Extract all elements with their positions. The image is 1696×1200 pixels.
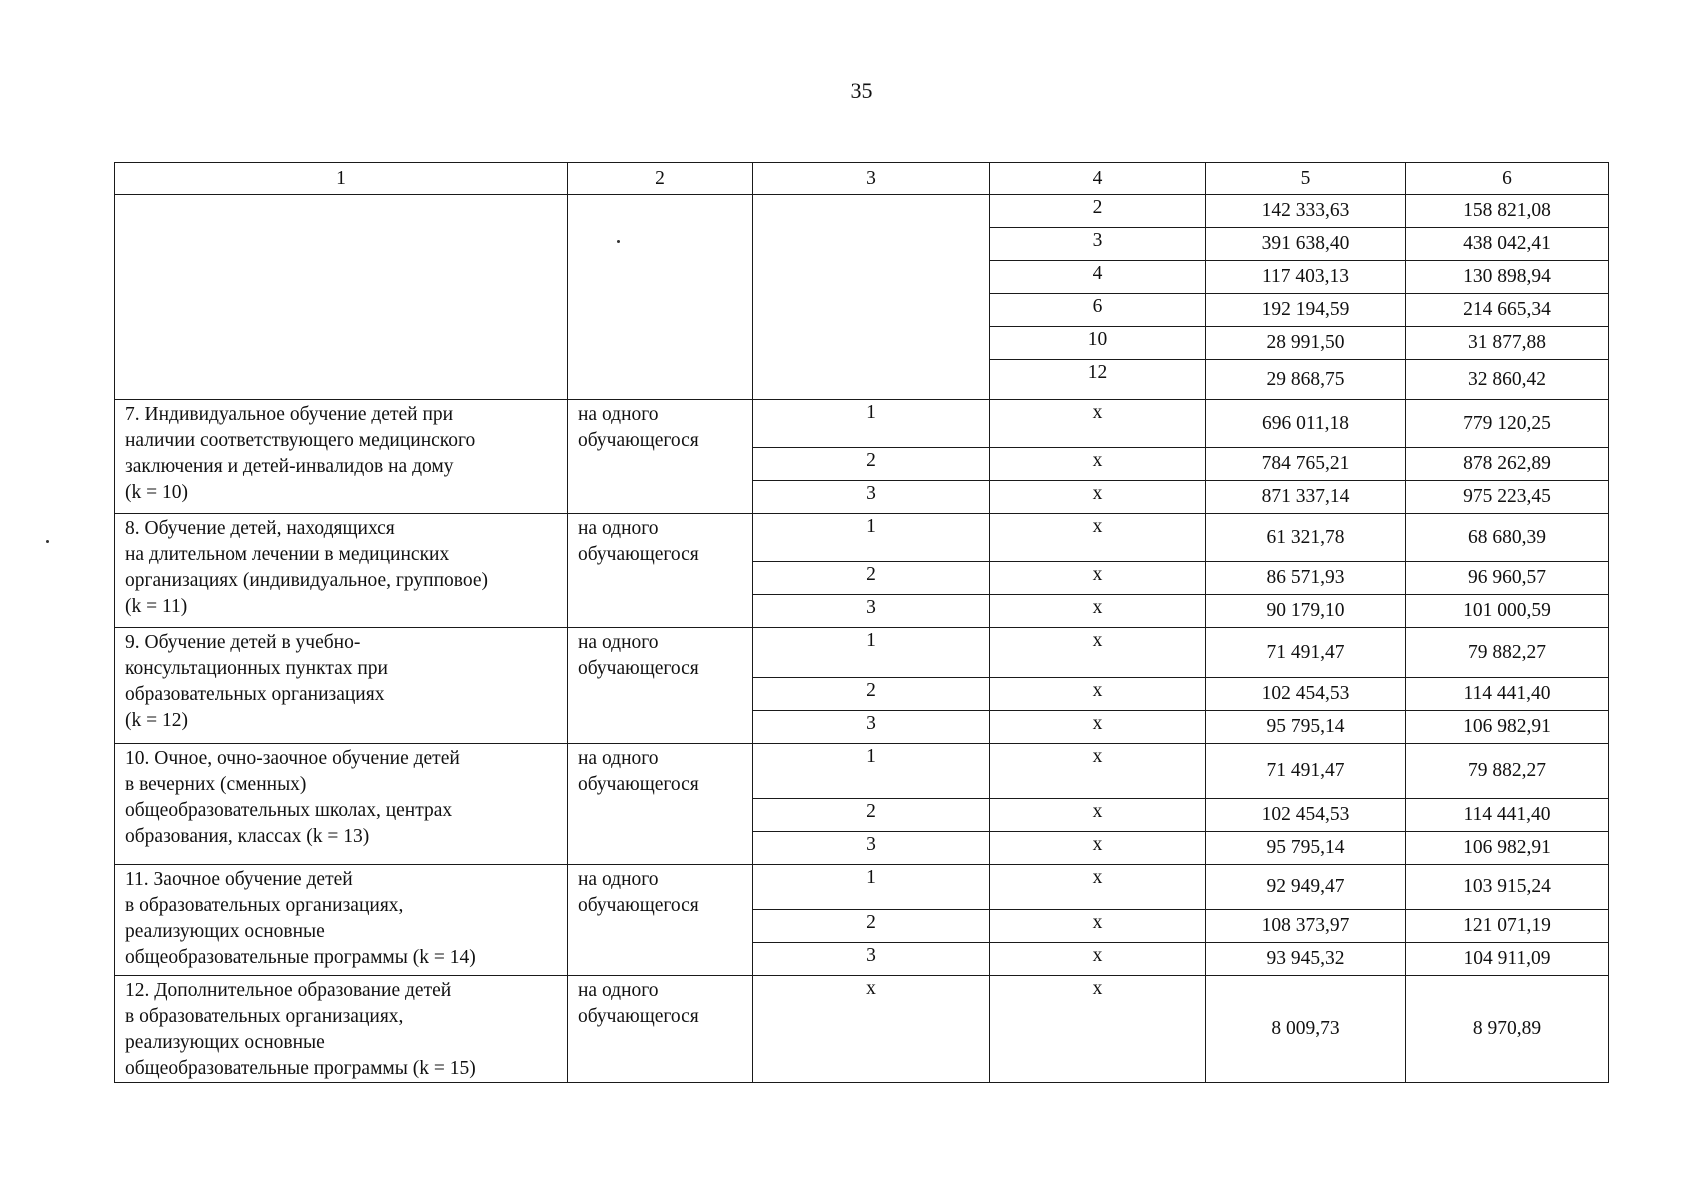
table-row	[115, 976, 1609, 1083]
cost-value-cell: 8 970,89	[1406, 976, 1609, 1083]
description-cell	[115, 976, 568, 1083]
description-line: в вечерних (сменных)	[125, 774, 307, 795]
group-number-cell: х	[990, 678, 1206, 711]
level-cell: 3	[753, 943, 990, 976]
unit-cell	[568, 195, 753, 400]
group-number-cell: 6	[990, 294, 1206, 327]
page-number: 35	[850, 78, 873, 103]
group-number-cell: х	[990, 976, 1206, 1083]
cost-value-cell: 101 000,59	[1406, 595, 1609, 628]
cost-value-cell: 32 860,42	[1406, 360, 1609, 400]
group-number-cell: х	[990, 562, 1206, 595]
description-line: 10. Очное, очно-заочное обучение детей	[125, 748, 460, 769]
cost-value-cell: 102 454,53	[1206, 799, 1406, 832]
unit-line: обучающегося	[578, 544, 699, 565]
level-cell: 2	[753, 678, 990, 711]
group-number-cell: х	[990, 832, 1206, 865]
level-cell: 1	[753, 514, 990, 562]
level-cell: 1	[753, 628, 990, 678]
level-cell: 3	[753, 481, 990, 514]
group-number-cell: х	[990, 799, 1206, 832]
cost-value-cell: 114 441,40	[1406, 799, 1609, 832]
unit-line: обучающегося	[578, 774, 699, 795]
cost-value-cell: 8 009,73	[1206, 976, 1406, 1083]
description-line: образовательных организациях	[125, 684, 385, 705]
level-cell: 3	[753, 832, 990, 865]
description-line: реализующих основные	[125, 1032, 325, 1053]
unit-line: обучающегося	[578, 895, 699, 916]
description-line: на длительном лечении в медицинских	[125, 544, 450, 565]
level-cell: 2	[753, 799, 990, 832]
unit-line: на одного	[578, 869, 659, 890]
level-cell: 1	[753, 744, 990, 799]
description-line: 9. Обучение детей в учебно-	[125, 632, 361, 653]
description-line: в образовательных организациях,	[125, 895, 404, 916]
cost-value-cell: 71 491,47	[1206, 628, 1406, 678]
cost-value-cell: 102 454,53	[1206, 678, 1406, 711]
cost-value-cell: 108 373,97	[1206, 910, 1406, 943]
group-number-cell: х	[990, 910, 1206, 943]
cost-value-cell: 438 042,41	[1406, 228, 1609, 261]
table-row	[115, 514, 1609, 562]
group-number-cell: 10	[990, 327, 1206, 360]
description-line: (k = 12)	[125, 710, 188, 731]
group-number-cell: х	[990, 514, 1206, 562]
description-line: общеобразовательных школах, центрах	[125, 800, 453, 821]
unit-line: на одного	[578, 518, 659, 539]
table-row	[115, 865, 1609, 910]
level-cell: х	[753, 976, 990, 1083]
unit-line: на одного	[578, 980, 659, 1001]
unit-line: обучающегося	[578, 1006, 699, 1027]
cost-value-cell: 117 403,13	[1206, 261, 1406, 294]
unit-line: на одного	[578, 632, 659, 653]
cost-value-cell: 192 194,59	[1206, 294, 1406, 327]
level-cell: 2	[753, 910, 990, 943]
cost-value-cell: 214 665,34	[1406, 294, 1609, 327]
group-number-cell: х	[990, 865, 1206, 910]
cost-value-cell: 29 868,75	[1206, 360, 1406, 400]
group-number-cell: х	[990, 400, 1206, 448]
cost-value-cell: 79 882,27	[1406, 744, 1609, 799]
group-number-cell: 12	[990, 360, 1206, 400]
tariff-table	[114, 162, 1609, 1083]
table-body	[115, 163, 1609, 1083]
description-line: общеобразовательные программы (k = 15)	[125, 1058, 476, 1079]
cost-value-cell: 784 765,21	[1206, 448, 1406, 481]
cost-value-cell: 28 991,50	[1206, 327, 1406, 360]
cost-value-cell: 79 882,27	[1406, 628, 1609, 678]
cost-value-cell: 106 982,91	[1406, 711, 1609, 744]
description-line: консультационных пунктах при	[125, 658, 388, 679]
cost-value-cell: 142 333,63	[1206, 195, 1406, 228]
unit-line: обучающегося	[578, 430, 699, 451]
cost-value-cell: 114 441,40	[1406, 678, 1609, 711]
cost-value-cell: 121 071,19	[1406, 910, 1609, 943]
unit-cell	[568, 865, 753, 976]
description-line: 7. Индивидуальное обучение детей при	[125, 404, 454, 425]
header-cell: 6	[1406, 163, 1609, 195]
header-cell: 3	[753, 163, 990, 195]
table-row	[115, 195, 1609, 228]
group-number-cell: х	[990, 628, 1206, 678]
cost-value-cell: 104 911,09	[1406, 943, 1609, 976]
cost-value-cell: 92 949,47	[1206, 865, 1406, 910]
header-cell: 2	[568, 163, 753, 195]
scan-speck	[46, 540, 49, 543]
description-line: образования, классах (k = 13)	[125, 826, 370, 847]
cost-value-cell: 86 571,93	[1206, 562, 1406, 595]
cost-value-cell: 68 680,39	[1406, 514, 1609, 562]
cost-value-cell: 878 262,89	[1406, 448, 1609, 481]
cost-value-cell: 95 795,14	[1206, 711, 1406, 744]
description-line: в образовательных организациях,	[125, 1006, 404, 1027]
group-number-cell: х	[990, 744, 1206, 799]
cost-value-cell: 93 945,32	[1206, 943, 1406, 976]
cost-value-cell: 158 821,08	[1406, 195, 1609, 228]
unit-cell	[568, 976, 753, 1083]
unit-line: на одного	[578, 748, 659, 769]
level-cell: 2	[753, 562, 990, 595]
unit-line: обучающегося	[578, 658, 699, 679]
cost-value-cell: 95 795,14	[1206, 832, 1406, 865]
level-cell: 3	[753, 711, 990, 744]
cost-value-cell: 130 898,94	[1406, 261, 1609, 294]
unit-cell	[568, 628, 753, 744]
description-line: организациях (индивидуальное, групповое)	[125, 570, 488, 591]
header-row	[115, 163, 1609, 195]
description-line: 12. Дополнительное образование детей	[125, 980, 452, 1001]
description-line: реализующих основные	[125, 921, 325, 942]
description-line: 11. Заочное обучение детей	[125, 869, 353, 890]
header-cell: 4	[990, 163, 1206, 195]
description-line: наличии соответствующего медицинского	[125, 430, 476, 451]
description-cell	[115, 865, 568, 976]
cost-value-cell: 391 638,40	[1206, 228, 1406, 261]
description-line: 8. Обучение детей, находящихся	[125, 518, 395, 539]
group-number-cell: х	[990, 943, 1206, 976]
unit-cell	[568, 514, 753, 628]
description-cell	[115, 400, 568, 514]
cost-value-cell: 779 120,25	[1406, 400, 1609, 448]
cost-value-cell: 871 337,14	[1206, 481, 1406, 514]
level-cell: 3	[753, 595, 990, 628]
group-number-cell: х	[990, 711, 1206, 744]
scan-speck	[617, 240, 620, 243]
description-line: заключения и детей-инвалидов на дому	[125, 456, 454, 477]
level-cell	[753, 195, 990, 400]
description-cell	[115, 744, 568, 865]
cost-value-cell: 96 960,57	[1406, 562, 1609, 595]
unit-cell	[568, 744, 753, 865]
table-row	[115, 744, 1609, 799]
unit-cell	[568, 400, 753, 514]
description-line: (k = 11)	[125, 596, 188, 617]
header-cell: 5	[1206, 163, 1406, 195]
table-row	[115, 400, 1609, 448]
header-cell: 1	[115, 163, 568, 195]
cost-value-cell: 696 011,18	[1206, 400, 1406, 448]
unit-line: на одного	[578, 404, 659, 425]
table-row	[115, 628, 1609, 678]
group-number-cell: х	[990, 481, 1206, 514]
description-line: (k = 10)	[125, 482, 188, 503]
cost-value-cell: 90 179,10	[1206, 595, 1406, 628]
group-number-cell: х	[990, 595, 1206, 628]
description-cell	[115, 514, 568, 628]
description-cell	[115, 628, 568, 744]
cost-value-cell: 103 915,24	[1406, 865, 1609, 910]
group-number-cell: 2	[990, 195, 1206, 228]
level-cell: 2	[753, 448, 990, 481]
cost-value-cell: 106 982,91	[1406, 832, 1609, 865]
cost-value-cell: 61 321,78	[1206, 514, 1406, 562]
level-cell: 1	[753, 400, 990, 448]
group-number-cell: 4	[990, 261, 1206, 294]
cost-value-cell: 975 223,45	[1406, 481, 1609, 514]
group-number-cell: х	[990, 448, 1206, 481]
cost-value-cell: 71 491,47	[1206, 744, 1406, 799]
description-cell	[115, 195, 568, 400]
description-line: общеобразовательные программы (k = 14)	[125, 947, 476, 968]
group-number-cell: 3	[990, 228, 1206, 261]
level-cell: 1	[753, 865, 990, 910]
cost-value-cell: 31 877,88	[1406, 327, 1609, 360]
